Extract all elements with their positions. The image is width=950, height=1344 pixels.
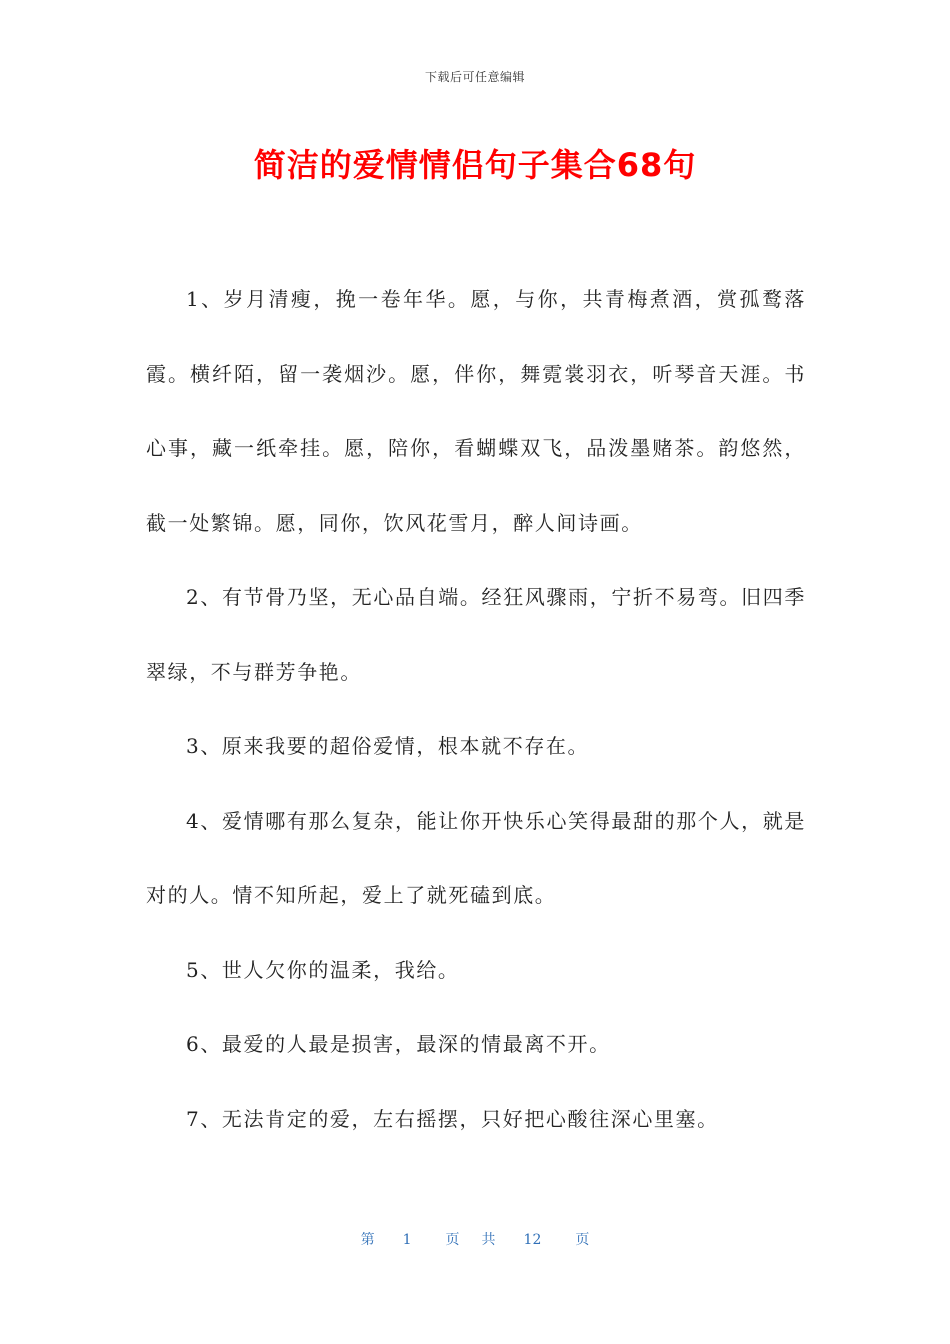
footer-total-pages: 12 xyxy=(523,1232,542,1248)
paragraph-7: 7、无法肯定的爱，左右摇摆，只好把心酸往深心里塞。 xyxy=(186,1106,719,1131)
paragraph-3: 3、原来我要的超俗爱情，根本就不存在。 xyxy=(186,734,590,758)
paragraph-5: 5、世人欠你的温柔，我给。 xyxy=(186,957,460,982)
paragraph-1: 1、岁月清瘦，挽一卷年华。愿，与你，共青梅煮酒，赏孤鹜落霞。横纤陌，留一袭烟沙。愿，伴你，舞霓裳羽衣，听琴音天涯。书心事，藏一纸牵挂。愿，陪你，看蝴蝶双飞，品泼墨赌茶。韵悠然，截一处繁锦。愿，同你，饮风花雪月，醉人间诗画。 xyxy=(146,287,806,535)
document-title: 简洁的爱情情侣句子集合68句 xyxy=(253,146,697,184)
paragraph-6: 6、最爱的人最是损害，最深的情最离不开。 xyxy=(186,1032,611,1056)
footer-page-label: 第 xyxy=(360,1232,375,1248)
paragraph-2: 2、有节骨乃坚，无心品自端。经狂风骤雨，宁折不易弯。旧四季翠绿，不与群芳争艳。 xyxy=(146,585,806,684)
footer-page-number: 1 xyxy=(402,1232,412,1248)
paragraph-4: 4、爱情哪有那么复杂，能让你开快乐心笑得最甜的那个人，就是对的人。情不知所起，爱上了就死磕到底。 xyxy=(146,808,806,907)
header-note: 下载后可任意编辑 xyxy=(424,70,525,84)
footer-total-label: 共 xyxy=(481,1232,496,1248)
footer-page-unit: 页 xyxy=(445,1232,460,1248)
document-body xyxy=(146,262,806,1156)
page-footer xyxy=(0,1229,950,1249)
footer-total-unit: 页 xyxy=(575,1232,590,1248)
